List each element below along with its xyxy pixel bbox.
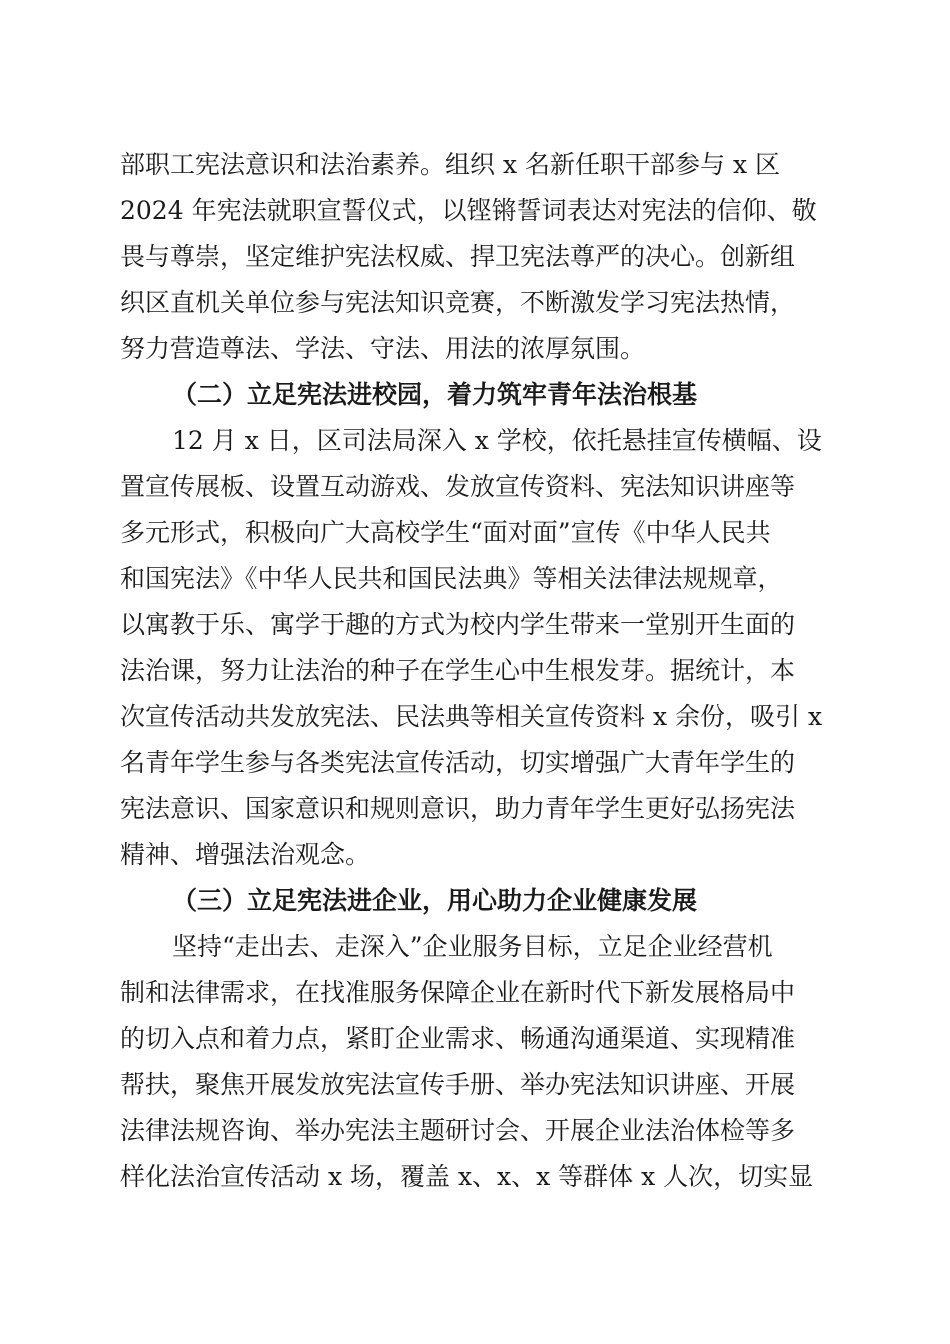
paragraph-line: 以寓教于乐、寓学于趣的方式为校内学生带来一堂别开生面的 <box>120 610 796 639</box>
paragraph-line: 置宣传展板、设置互动游戏、发放宣传资料、宪法知识讲座等 <box>120 472 796 501</box>
paragraph-line: 法律法规咨询、举办宪法主题研讨会、开展企业法治体检等多 <box>120 1116 796 1145</box>
paragraph-line: 法治课，努力让法治的种子在学生心中生根发芽。据统计，本 <box>120 656 796 685</box>
paragraph-line: 坚持“走出去、走深入”企业服务目标，立足企业经营机 <box>172 932 773 961</box>
section-heading-2: （二）立足宪法进校园，着力筑牢青年法治根基 <box>172 380 698 409</box>
paragraph-line: 畏与尊崇，坚定维护宪法权威、捍卫宪法尊严的决心。创新组 <box>120 242 796 271</box>
paragraph-line: 名青年学生参与各类宪法宣传活动，切实增强广大青年学生的 <box>120 748 796 777</box>
paragraph-line: 精神、增强法治观念。 <box>120 840 371 869</box>
paragraph-line: 帮扶，聚焦开展发放宪法宣传手册、举办宪法知识讲座、开展 <box>120 1070 796 1099</box>
paragraph-line: 制和法律需求，在找准服务保障企业在新时代下新发展格局中 <box>120 978 796 1007</box>
paragraph-line: 的切入点和着力点，紧盯企业需求、畅通沟通渠道、实现精准 <box>120 1024 796 1053</box>
paragraph-line: 样化法治宣传活动 x 场，覆盖 x、x、x 等群体 x 人次，切实显 <box>120 1162 814 1191</box>
paragraph-line: 宪法意识、国家意识和规则意识，助力青年学生更好弘扬宪法 <box>120 794 796 823</box>
paragraph-line: 12 月 x 日，区司法局深入 x 学校，依托悬挂宣传横幅、设 <box>172 426 822 455</box>
paragraph-line: 织区直机关单位参与宪法知识竞赛，不断激发学习宪法热情， <box>120 288 796 317</box>
paragraph-line: 部职工宪法意识和法治素养。组织 x 名新任职干部参与 x 区 <box>120 150 780 179</box>
section-heading-3: （三）立足宪法进企业，用心助力企业健康发展 <box>172 886 698 915</box>
paragraph-line: 和国宪法》《中华人民共和国民法典》等相关法律法规规章， <box>120 564 783 593</box>
paragraph-line: 努力营造尊法、学法、守法、用法的浓厚氛围。 <box>120 334 646 363</box>
paragraph-line: 2024 年宪法就职宣誓仪式，以铿锵誓词表达对宪法的信仰、敬 <box>120 196 817 225</box>
paragraph-line: 多元形式，积极向广大高校学生“面对面”宣传《中华人民共 <box>120 518 771 547</box>
paragraph-line: 次宣传活动共发放宪法、民法典等相关宣传资料 x 余份，吸引 x <box>120 702 823 731</box>
